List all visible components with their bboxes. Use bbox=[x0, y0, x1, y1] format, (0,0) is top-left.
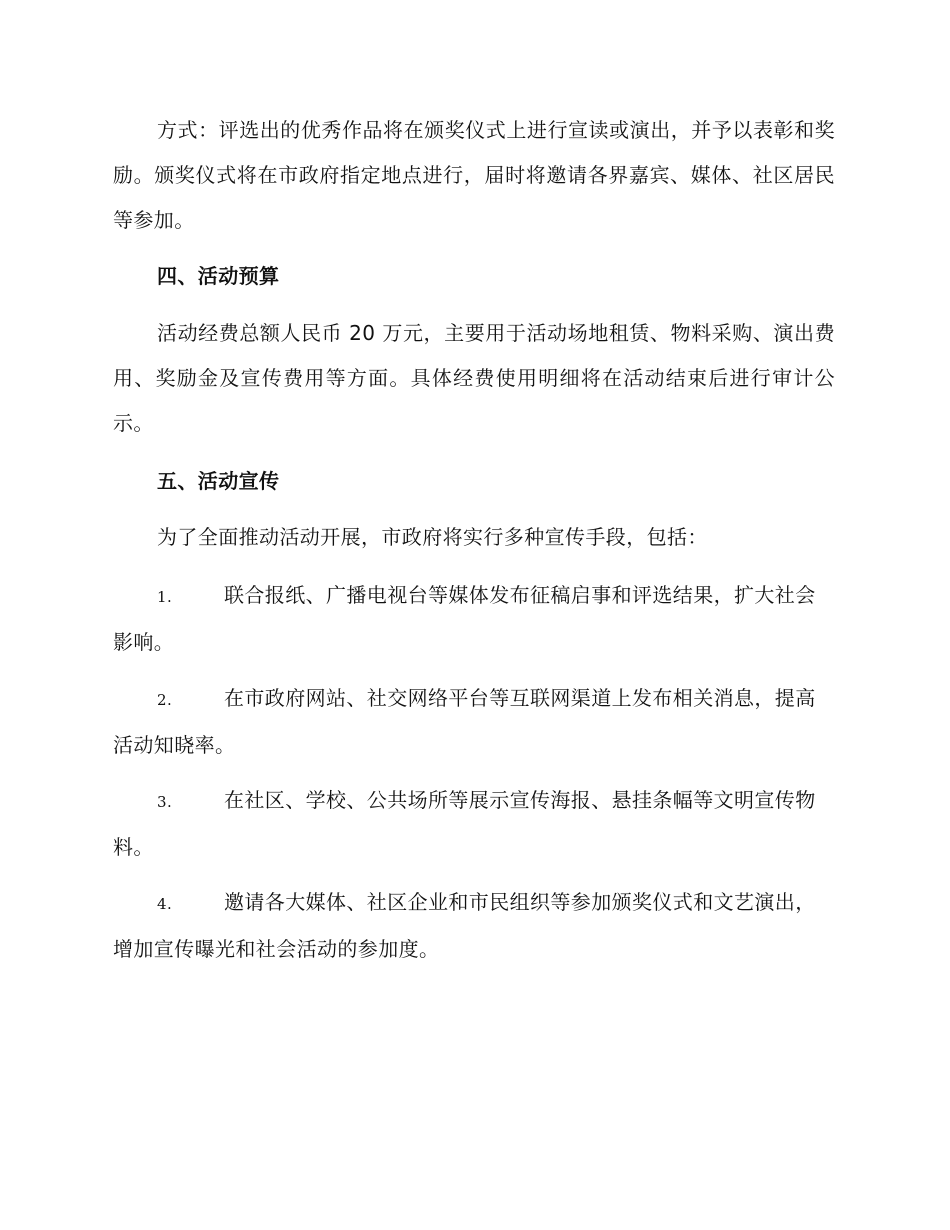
list-text: 邀请各大媒体、社区企业和市民组织等参加颁奖仪式和文艺演出，增加宣传曝光和社会活动的参加度。 bbox=[113, 890, 816, 961]
list-item bbox=[113, 778, 835, 870]
list-item bbox=[113, 573, 835, 665]
list-number: 1. bbox=[157, 588, 173, 606]
publicity-heading: 五、活动宣传 bbox=[157, 469, 280, 493]
budget-paragraph: 活动经费总额人民币 20 万元，主要用于活动场地租赁、物料采购、演出费用、奖励金及宣传费用等方面。具体经费使用明细将在活动结束后进行审计公示。 bbox=[113, 321, 835, 435]
list-number: 3. bbox=[157, 793, 173, 811]
list-number: 2. bbox=[157, 691, 173, 709]
list-text: 在市政府网站、社交网络平台等互联网渠道上发布相关消息，提高活动知晓率。 bbox=[113, 686, 816, 757]
list-text: 联合报纸、广播电视台等媒体发布征稿启事和评选结果，扩大社会影响。 bbox=[113, 583, 816, 654]
list-text: 在社区、学校、公共场所等展示宣传海报、悬挂条幅等文明宣传物料。 bbox=[113, 788, 816, 859]
list-item bbox=[113, 880, 835, 972]
budget-heading: 四、活动预算 bbox=[157, 264, 280, 288]
publicity-intro: 为了全面推动活动开展，市政府将实行多种宣传手段，包括： bbox=[157, 525, 708, 549]
list-item bbox=[113, 676, 835, 768]
list-number: 4. bbox=[157, 895, 173, 913]
award-method-paragraph: 方式：评选出的优秀作品将在颁奖仪式上进行宣读或演出，并予以表彰和奖励。颁奖仪式将在市政府指定地点进行，届时将邀请各界嘉宾、媒体、社区居民等参加。 bbox=[113, 118, 835, 232]
